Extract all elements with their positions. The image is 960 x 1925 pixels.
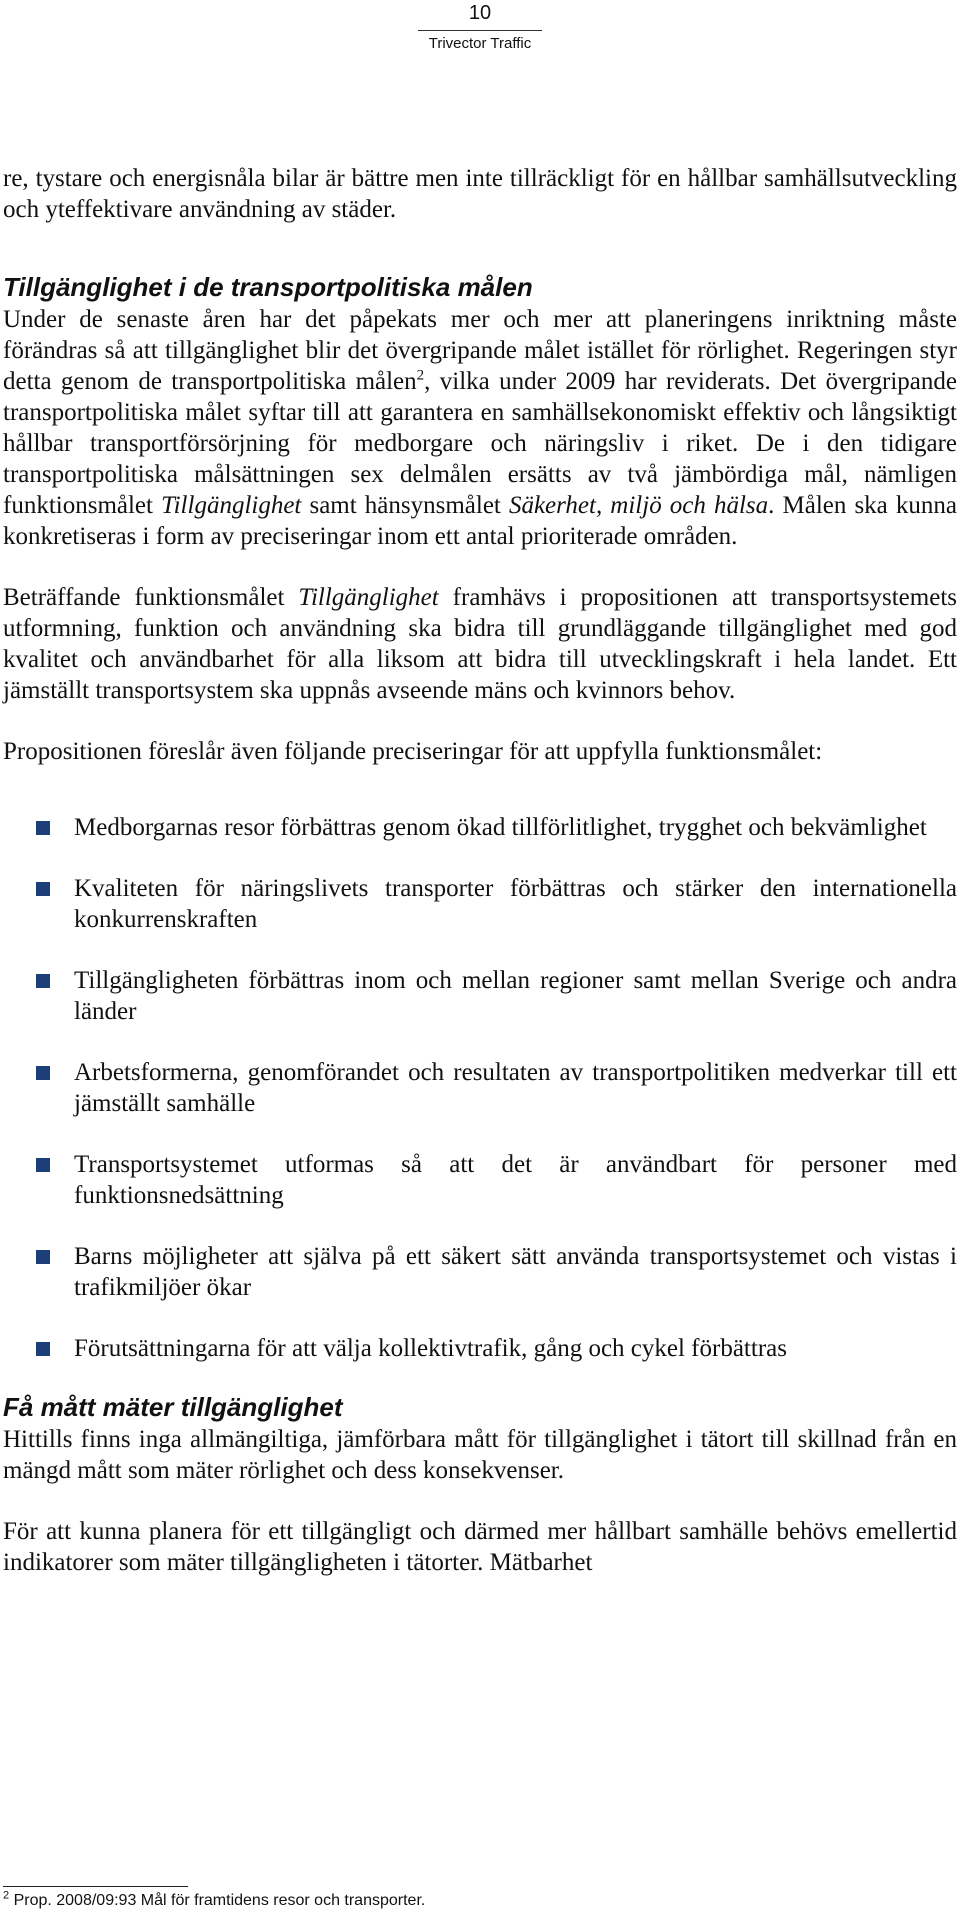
square-bullet-icon: [36, 1250, 50, 1264]
footnote-ref[interactable]: 2: [416, 367, 425, 384]
square-bullet-icon: [36, 974, 50, 988]
square-bullet-icon: [36, 1066, 50, 1080]
square-bullet-icon: [36, 1342, 50, 1356]
footnote-number: 2: [3, 1889, 10, 1902]
footnote: [3, 1891, 425, 1911]
paragraph-proposition: Propositionen föreslår även följande preciseringar för att uppfylla funktionsmålet:: [3, 738, 823, 765]
list-item-text: Kvaliteten för näringslivets transporter förbättras och stärker den internationella konkurrenskraften: [74, 875, 957, 933]
square-bullet-icon: [36, 821, 50, 835]
square-bullet-icon: [36, 882, 50, 896]
section-heading-few-measures: Få mått mäter tillgänglighet: [3, 1392, 343, 1422]
list-item-text: Tillgängligheten förbättras inom och mellan regioner samt mellan Sverige och andra länder: [74, 967, 957, 1025]
emphasis-sakerhet: Säkerhet, miljö och hälsa: [508, 492, 769, 519]
emphasis-tillganglighet: Tillgänglighet: [161, 492, 302, 519]
text-run: framhävs i propositionen att transportsystemets utformning, funktion och användning ska bidra till grundläggande tillgänglighet med god kvalitet och användbarhet för alla liksom att bidra till utvecklingskraft i hela landet. Ett jämställt transportsystem ska uppnås avseende mäns och kvinnors behov.: [3, 584, 957, 704]
text-run: , vilka under 2009 har reviderats. Det övergripande transportpolitiska målet syftar till att garantera en samhällsekonomiskt effektiv och långsiktigt hållbar transportförsörjning för medborgare och näringsliv i riket. De i den tidigare transportpolitiska målsättningen sex delmålen ersätts av två jämbördiga mål, nämligen funktionsmålet: [3, 368, 957, 519]
text-run: . Målen ska kunna konkretiseras i form av preciseringar inom ett antal prioriterade områden.: [3, 492, 957, 550]
text-run: Beträffande funktionsmålet: [3, 584, 299, 611]
list-item: [3, 1057, 957, 1119]
page-number: 10: [468, 2, 492, 24]
list-item: [3, 1241, 957, 1303]
list-item: [3, 873, 957, 935]
intro-paragraph: re, tystare och energisnåla bilar är bättre men inte tillräckligt för en hållbar samhällsutveckling och yteffektivare användning av städer.: [3, 165, 957, 223]
criteria-list: [3, 812, 957, 1364]
paragraph-function-goal: [3, 582, 957, 706]
footnote-text: Prop. 2008/09:93 Mål för framtidens resor och transporter.: [9, 1892, 426, 1909]
section-heading-accessibility-goals: Tillgänglighet i de transportpolitiska målen: [3, 272, 533, 302]
paragraph-goals: [3, 304, 957, 552]
list-item: [3, 965, 957, 1027]
text-run: Under de senaste åren har det påpekats mer och mer att planeringens inriktning måste förändras så att tillgänglighet blir det övergripande målet istället för rörlighet. Regeringen styr detta genom de transportpolitiska målen: [3, 306, 957, 395]
emphasis-tillganglighet: Tillgänglighet: [298, 584, 439, 611]
paragraph-indicators: För att kunna planera för ett tillgängligt och därmed mer hållbart samhälle behövs emellertid indikatorer som mäter tillgängligheten i tätorter. Mätbarhet: [3, 1518, 957, 1576]
text-run: samt hänsynsmålet: [301, 492, 509, 519]
header-divider: [418, 30, 542, 31]
page-body: [3, 163, 957, 1578]
list-item-text: Barns möjligheter att själva på ett säkert sätt använda transportsystemet och vistas i trafikmiljöer ökar: [74, 1243, 957, 1301]
list-item: [3, 1149, 957, 1211]
paragraph-no-measures: Hittills finns inga allmängiltiga, jämförbara mått för tillgänglighet i tätort till skillnad från en mängd mått som mäter rörlighet och dess konsekvenser.: [3, 1426, 957, 1484]
list-item: [3, 812, 957, 843]
list-item-text: Transportsystemet utformas så att det är användbart för personer med funktionsnedsättning: [74, 1151, 957, 1209]
square-bullet-icon: [36, 1158, 50, 1172]
footnote-divider: [3, 1886, 188, 1887]
list-item-text: Arbetsformerna, genomförandet och resultaten av transportpolitiken medverkar till ett jämställt samhälle: [74, 1059, 957, 1117]
list-item-text: Medborgarnas resor förbättras genom ökad tillförlitlighet, trygghet och bekvämlighet: [74, 814, 927, 841]
list-item-text: Förutsättningarna för att välja kollektivtrafik, gång och cykel förbättras: [74, 1335, 787, 1362]
header-title: Trivector Traffic: [428, 35, 532, 52]
list-item: [3, 1333, 957, 1364]
page-header: [418, 0, 542, 53]
